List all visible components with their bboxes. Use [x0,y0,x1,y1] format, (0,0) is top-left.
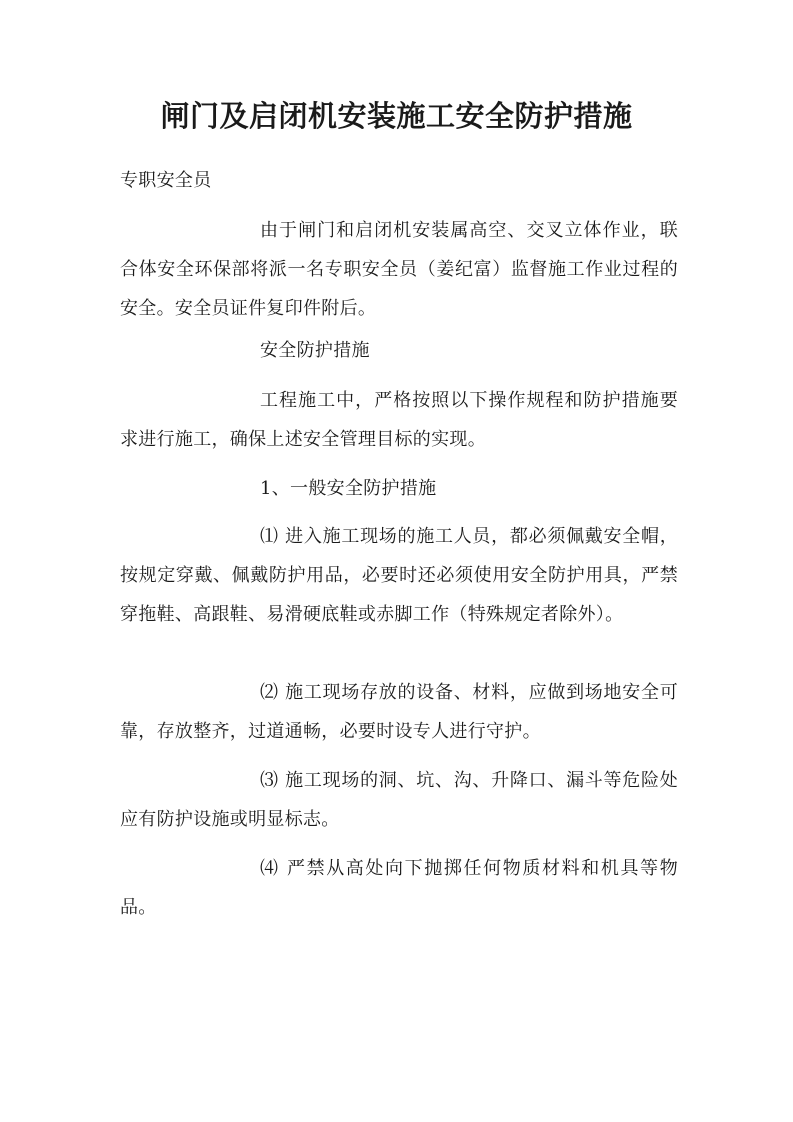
list-item-measure-4: ⑷ 严禁从高处向下抛掷任何物质材料和机具等物品。 [120,858,678,918]
paragraph-safety-officer: 由于闸门和启闭机安装属高空、交叉立体作业，联合体安全环保部将派一名专职安全员（姜纪富）监督施工作业过程的安全。安全员证件复印件附后。 [120,220,678,319]
document-title: 闸门及启闭机安装施工安全防护措施 [160,99,633,133]
section-heading-general-measures: 1、一般安全防护措施 [260,478,437,499]
list-item-measure-2: ⑵ 施工现场存放的设备、材料，应做到场地安全可靠，存放整齐，过道通畅，必要时设专人进行守护。 [120,682,678,742]
list-item-measure-1: ⑴ 进入施工现场的施工人员，都必须佩戴安全帽，按规定穿戴、佩戴防护用品，必要时还必须使用安全防护用具，严禁穿拖鞋、高跟鞋、易滑硬底鞋或赤脚工作（特殊规定者除外）。 [120,526,678,625]
section-heading-safety-officer: 专职安全员 [120,170,212,191]
section-heading-protection-measures: 安全防护措施 [260,340,370,361]
paragraph-construction-rules: 工程施工中，严格按照以下操作规程和防护措施要求进行施工，确保上述安全管理目标的实现。 [120,390,678,450]
list-item-measure-3: ⑶ 施工现场的洞、坑、沟、升降口、漏斗等危险处应有防护设施或明显标志。 [120,770,678,830]
